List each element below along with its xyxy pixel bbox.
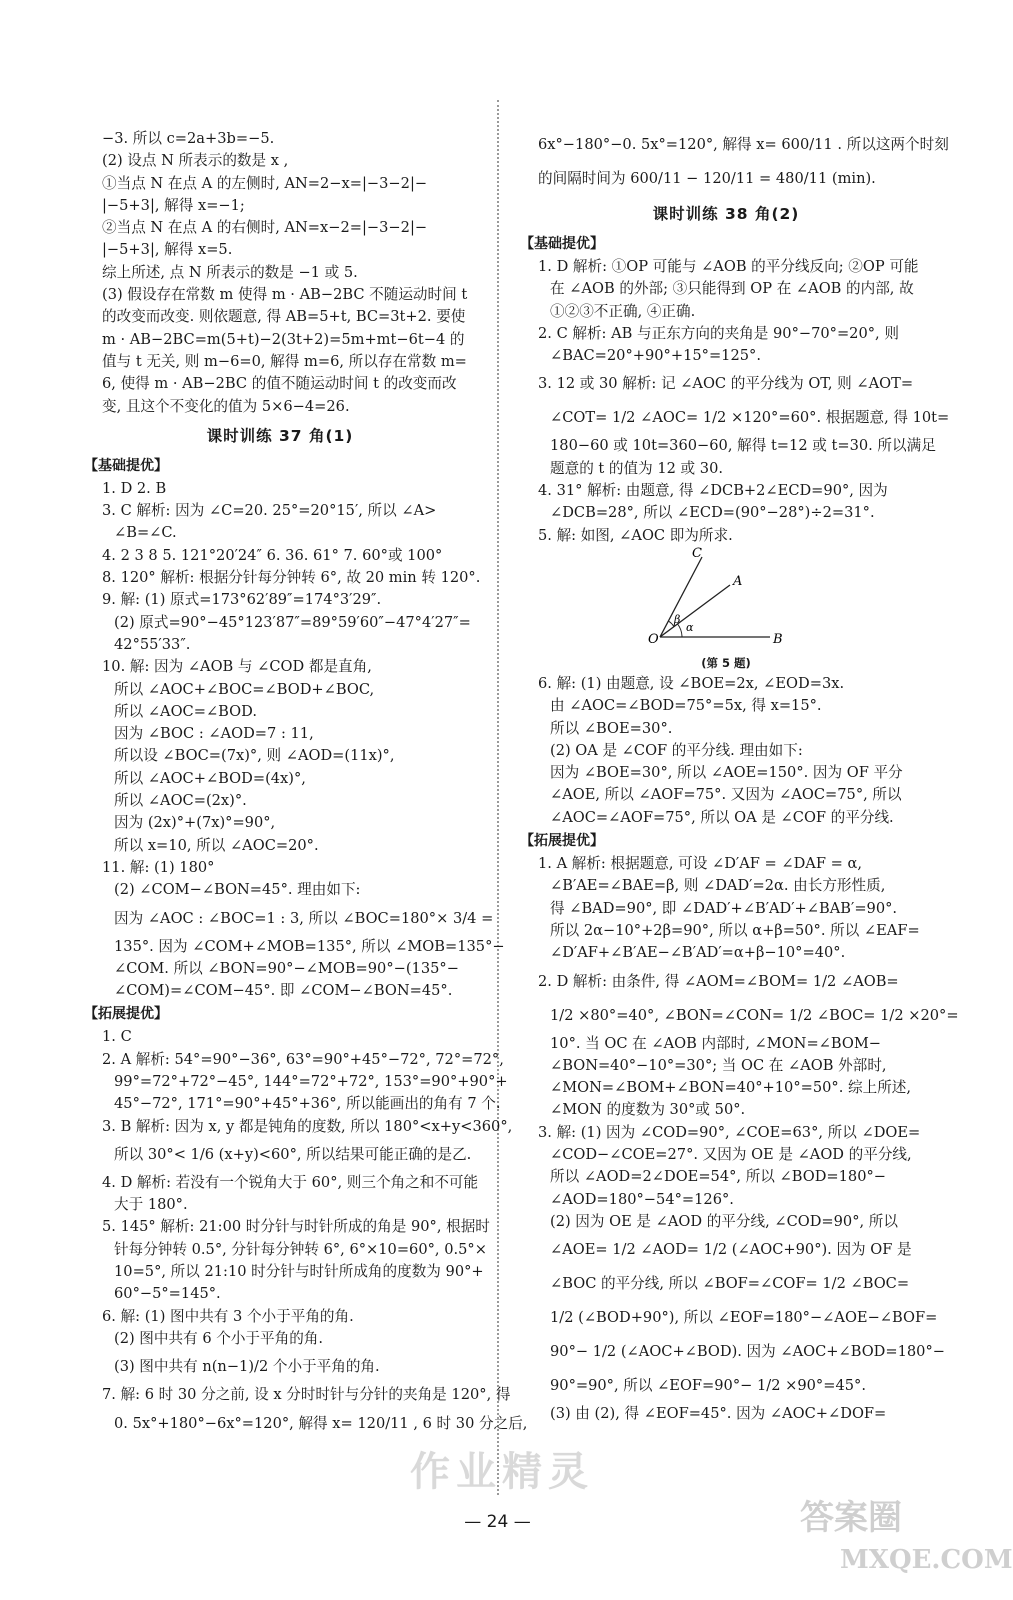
text-line: ∠COM. 所以 ∠BON=90°−∠MOB=90°−(135°− — [114, 959, 459, 977]
text-line: 综上所述, 点 N 所表示的数是 −1 或 5. — [102, 263, 358, 281]
lesson-heading: 课时训练 37 角(1) — [206, 426, 354, 445]
label-o: O — [648, 631, 659, 647]
text-line: ∠AOD=180°−54°=126°. — [550, 1190, 734, 1208]
text-line: (3) 假设存在常数 m 使得 m · AB−2BC 不随运动时间 t — [102, 286, 468, 304]
text-line: 大于 180°. — [114, 1196, 188, 1214]
text-line: −3. 所以 c=2a+3b=−5. — [102, 130, 275, 147]
text-line: 所以 2α−10°+2β=90°, 所以 α+β=50°. 所以 ∠EAF= — [550, 921, 920, 939]
text-line: 因为 ∠AOC : ∠BOC=1 : 3, 所以 ∠BOC=180°× 3/4 = — [114, 909, 494, 927]
text-line: 1. D 2. B — [102, 479, 167, 497]
text-line: 题意的 t 的值为 12 或 30. — [550, 459, 723, 477]
text-line: 6x°−180°−0. 5x°=120°, 解得 x= 600/11 . 所以这两个时刻 — [538, 136, 949, 153]
text-line: (2) 图中共有 6 个小于平角的角. — [114, 1329, 324, 1347]
text-line: 6, 使得 m · AB−2BC 的值不随运动时间 t 的改变而改 — [102, 375, 457, 393]
text-line: m · AB−2BC=m(5+t)−2(3t+2)=5m+mt−6t−4 的 — [102, 330, 465, 348]
text-line: ∠BOC 的平分线, 所以 ∠BOF=∠COF= 1/2 ∠BOC= — [550, 1275, 910, 1293]
angle-diagram — [630, 547, 790, 651]
text-line: 所以 x=10, 所以 ∠AOC=20°. — [114, 836, 319, 854]
text-line: 1. D 解析: ①OP 可能与 ∠AOB 的平分线反向; ②OP 可能 — [538, 258, 919, 275]
text-line: ∠AOC=∠AOF=75°, 所以 OA 是 ∠COF 的平分线. — [550, 808, 894, 826]
text-line: 所以设 ∠BOC=(7x)°, 则 ∠AOD=(11x)°, — [114, 747, 395, 765]
text-line: 1/2 ×80°=40°, ∠BON=∠CON= 1/2 ∠BOC= 1/2 ×20°= — [550, 1006, 959, 1024]
label-beta: β — [674, 612, 681, 626]
text-line: 所以 ∠AOC=∠BOD. — [114, 702, 257, 720]
text-line: (3) 由 (2), 得 ∠EOF=45°. 因为 ∠AOC+∠DOF= — [550, 1405, 887, 1423]
text-line: ∠COT= 1/2 ∠AOC= 1/2 ×120°=60°. 根据题意, 得 10t= — [550, 409, 950, 427]
text-line: ∠AOE, 所以 ∠AOF=75°. 又因为 ∠AOC=75°, 所以 — [550, 786, 902, 804]
text-line: 60°−5°=145°. — [114, 1285, 221, 1303]
text-line: (2) 设点 N 所表示的数是 x , — [102, 152, 289, 170]
text-line: 4. D 解析: 若没有一个锐角大于 60°, 则三个角之和不可能 — [102, 1173, 479, 1191]
text-line: 因为 ∠BOE=30°, 所以 ∠AOE=150°. 因为 OF 平分 — [550, 764, 903, 782]
text-line: (2) OA 是 ∠COF 的平分线. 理由如下: — [550, 741, 803, 759]
text-line: 1. A 解析: 根据题意, 可设 ∠D′AF = ∠DAF = α, — [538, 855, 862, 873]
text-line: 在 ∠AOB 的外部; ③只能得到 OP 在 ∠AOB 的内部, 故 — [550, 280, 914, 298]
section-title: 【基础提优】 — [84, 457, 168, 474]
text-line: 因为 ∠BOC : ∠AOD=7 : 11, — [114, 725, 314, 743]
text-line: 因为 (2x)°+(7x)°=90°, — [114, 814, 276, 832]
text-line: 45°−72°, 171°=90°+45°+36°, 所以能画出的角有 7 个. — [114, 1095, 501, 1113]
text-line: 42°55′33″. — [114, 635, 191, 653]
text-line: ②当点 N 在点 A 的右侧时, AN=x−2=|−3−2|− — [102, 219, 428, 237]
text-line: 4. 2 3 8 5. 121°20′24″ 6. 36. 61° 7. 60°或 100° — [102, 546, 443, 564]
text-line: 8. 120° 解析: 根据分针每分钟转 6°, 故 20 min 转 120°. — [102, 569, 481, 587]
text-line: ∠AOE= 1/2 ∠AOD= 1/2 (∠AOC+90°). 因为 OF 是 — [550, 1241, 912, 1259]
text-line: 针每分钟转 0.5°, 分针每分钟转 6°, 6°×10=60°, 0.5°× — [114, 1240, 487, 1258]
text-line: 3. 12 或 30 解析: 记 ∠AOC 的平分线为 OT, 则 ∠AOT= — [538, 375, 914, 393]
text-line: 所以 ∠AOD=2∠DOE=54°, 所以 ∠BOD=180°− — [550, 1168, 887, 1186]
section-title: 【基础提优】 — [520, 236, 604, 252]
text-line: 0. 5x°+180°−6x°=120°, 解得 x= 120/11 , 6 时 30 分之后, — [114, 1414, 528, 1432]
text-line: ∠COD−∠COE=27°. 又因为 OE 是 ∠AOD 的平分线, — [550, 1146, 912, 1164]
text-line: 90°=90°, 所以 ∠EOF=90°− 1/2 ×90°=45°. — [550, 1377, 866, 1395]
text-line: 5. 解: 如图, ∠AOC 即为所求. — [538, 526, 733, 544]
text-line: (3) 图中共有 n(n−1)/2 个小于平角的角. — [114, 1358, 380, 1376]
text-line: 所以 ∠AOC+∠BOD=(4x)°, — [114, 769, 306, 787]
text-line: 3. B 解析: 因为 x, y 都是钝角的度数, 所以 180°<x+y<360°, — [102, 1117, 513, 1135]
text-line: ∠D′AF+∠B′AE−∠B′AD′=α+β−10°=40°. — [550, 944, 846, 962]
text-line: ①②③不正确, ④正确. — [550, 302, 696, 320]
ray-oa — [660, 585, 730, 637]
label-c: C — [692, 545, 702, 561]
text-line: (2) 原式=90°−45°123′87″=89°59′60″−47°4′27″= — [114, 613, 471, 631]
text-line: 所以 ∠AOC+∠BOC=∠BOD+∠BOC, — [114, 680, 375, 698]
text-line: 2. A 解析: 54°=90°−36°, 63°=90°+45°−72°, 72°=72°, — [102, 1050, 504, 1068]
text-line: 3. 解: (1) 因为 ∠COD=90°, ∠COE=63°, 所以 ∠DOE= — [538, 1123, 921, 1141]
text-line: 10°. 当 OC 在 ∠AOB 内部时, ∠MON=∠BOM− — [550, 1034, 882, 1052]
text-line: ∠BON=40°−10°=30°; 当 OC 在 ∠AOB 外部时, — [550, 1056, 887, 1074]
text-line: ∠MON=∠BOM+∠BON=40°+10°=50°. 综上所述, — [550, 1079, 912, 1097]
text-line: 3. C 解析: 因为 ∠C=20. 25°=20°15′, 所以 ∠A> — [102, 502, 437, 520]
text-line: 10. 解: 因为 ∠AOB 与 ∠COD 都是直角, — [102, 658, 372, 676]
text-line: 的改变而改变. 则依题意, 得 AB=5+t, BC=3t+2. 要使 — [102, 308, 466, 326]
text-line: |−5+3|, 解得 x=−1; — [102, 196, 245, 214]
text-line: 的间隔时间为 600/11 − 120/11 = 480/11 (min). — [538, 170, 876, 187]
text-line: 180−60 或 10t=360−60, 解得 t=12 或 t=30. 所以满足 — [550, 437, 936, 455]
text-line: 所以 30°< 1/6 (x+y)<60°, 所以结果可能正确的是乙. — [114, 1145, 472, 1163]
text-line: 1. C — [102, 1028, 132, 1046]
text-line: 99°=72°+72°−45°, 144°=72°+72°, 153°=90°+90°+ — [114, 1072, 508, 1090]
watermark-center: 作业精灵 — [410, 1448, 594, 1495]
label-alpha: α — [686, 620, 694, 634]
text-line: 1/2 (∠BOD+90°), 所以 ∠EOF=180°−∠AOE−∠BOF= — [550, 1309, 938, 1327]
text-line: 9. 解: (1) 原式=173°62′89″=174°3′29″. — [102, 591, 382, 609]
watermark-site: MXQE.COM — [840, 1545, 1013, 1575]
ray-oc — [660, 557, 702, 637]
text-line: 7. 解: 6 时 30 分之前, 设 x 分时时针与分针的夹角是 120°, 得 — [102, 1386, 511, 1404]
label-a: A — [733, 573, 743, 589]
text-line: ∠MON 的度数为 30°或 50°. — [550, 1101, 746, 1119]
text-line: 4. 31° 解析: 由题意, 得 ∠DCB+2∠ECD=90°, 因为 — [538, 482, 888, 500]
figure-caption: (第 5 题) — [701, 655, 751, 670]
text-line: 2. C 解析: AB 与正东方向的夹角是 90°−70°=20°, 则 — [538, 324, 899, 342]
text-line: 6. 解: (1) 图中共有 3 个小于平角的角. — [102, 1307, 354, 1325]
text-line: 由 ∠AOC=∠BOD=75°=5x, 得 x=15°. — [550, 697, 822, 715]
text-line: 所以 ∠BOE=30°. — [550, 719, 673, 737]
text-line: 90°− 1/2 (∠AOC+∠BOD). 因为 ∠AOC+∠BOD=180°− — [550, 1343, 945, 1361]
text-line: 值与 t 无关, 则 m−6=0, 解得 m=6, 所以存在常数 m= — [102, 352, 467, 370]
angle-figure — [520, 547, 932, 653]
text-line: |−5+3|, 解得 x=5. — [102, 241, 233, 259]
label-b: B — [773, 631, 783, 647]
watermark-brand: 答案圈 — [800, 1498, 902, 1538]
text-line: 135°. 因为 ∠COM+∠MOB=135°, 所以 ∠MOB=135°− — [114, 937, 505, 955]
text-line: 10=5°, 所以 21:10 时分针与时针所成角的度数为 90°+ — [114, 1263, 484, 1281]
text-line: ∠B′AE=∠BAE=β, 则 ∠DAD′=2α. 由长方形性质, — [550, 877, 886, 895]
text-line: ∠BAC=20°+90°+15°=125°. — [550, 347, 761, 365]
text-line: 所以 ∠AOC=(2x)°. — [114, 792, 247, 810]
text-line: 6. 解: (1) 由题意, 设 ∠BOE=2x, ∠EOD=3x. — [538, 674, 845, 692]
text-line: 5. 145° 解析: 21:00 时分针与时针所成的角是 90°, 根据时 — [102, 1218, 490, 1236]
text-line: ①当点 N 在点 A 的左侧时, AN=2−x=|−3−2|− — [102, 174, 428, 192]
text-line: ∠B=∠C. — [114, 524, 177, 542]
right-column — [520, 128, 959, 1426]
text-line: ∠COM)=∠COM−45°. 即 ∠COM−∠BON=45°. — [114, 982, 453, 1000]
text-line: (2) ∠COM−∠BON=45°. 理由如下: — [114, 881, 361, 899]
section-title: 【拓展提优】 — [520, 833, 604, 850]
section-title: 【拓展提优】 — [84, 1006, 168, 1023]
text-line: 变, 且这个不变化的值为 5×6−4=26. — [102, 397, 350, 415]
left-column — [84, 128, 528, 1441]
column-divider — [497, 100, 499, 1495]
text-line: 2. D 解析: 由条件, 得 ∠AOM=∠BOM= 1/2 ∠AOB= — [538, 972, 899, 990]
text-line: (2) 因为 OE 是 ∠AOD 的平分线, ∠COD=90°, 所以 — [550, 1212, 898, 1230]
lesson-heading: 课时训练 38 角(2) — [652, 205, 800, 223]
page-number: — 24 — — [464, 1512, 531, 1532]
text-line: 11. 解: (1) 180° — [102, 858, 215, 876]
text-line: 得 ∠BAD=90°, 即 ∠DAD′+∠B′AD′+∠BAB′=90°. — [550, 899, 898, 917]
text-line: ∠DCB=28°, 所以 ∠ECD=(90°−28°)÷2=31°. — [550, 504, 875, 522]
